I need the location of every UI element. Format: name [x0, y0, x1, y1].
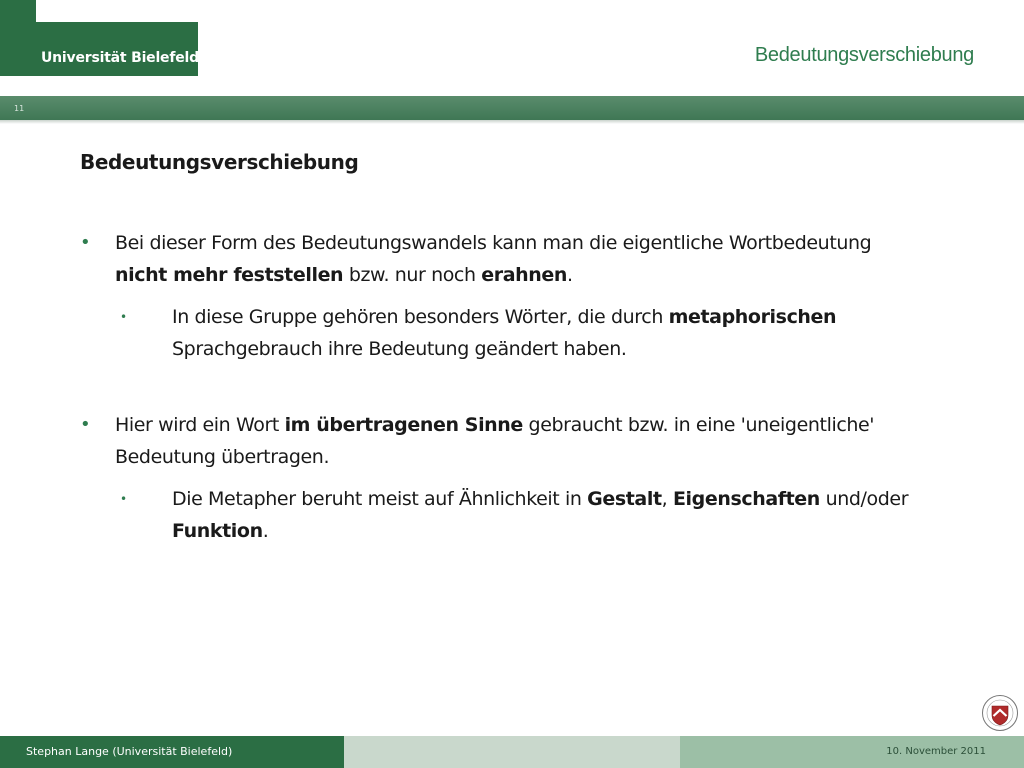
slide-number: 11 [14, 104, 25, 113]
bullet-text: Bei dieser Form des Bedeutungswandels kann man die eigentliche Wortbedeutung nicht mehr feststellen bzw. nur noch erahnen. [115, 232, 872, 286]
footer-date: 10. November 2011 [886, 746, 986, 757]
bullet-marker: • [80, 414, 91, 435]
bullet-marker: • [80, 232, 91, 253]
sub-bullet-item [80, 301, 972, 365]
sub-bullet-text: In diese Gruppe gehören besonders Wörter, die durch metaphorischen Sprachgebrauch ihre Bedeutung geändert haben. [172, 306, 837, 360]
footer-left-panel [0, 736, 344, 768]
header-bar-shadow [0, 120, 1024, 124]
logo-text: Universität Bielefeld [41, 50, 199, 66]
sub-bullet-item [80, 483, 972, 547]
university-seal-icon [981, 694, 1019, 732]
header-bar [0, 96, 1024, 120]
sub-bullet-marker: • [120, 310, 127, 324]
bullet-item [80, 409, 895, 473]
spacer [80, 365, 980, 409]
bullet-item [80, 227, 895, 291]
footer-author: Stephan Lange (Universität Bielefeld) [26, 745, 233, 758]
footer [0, 736, 1024, 768]
university-logo [0, 0, 198, 76]
bullet-text: Hier wird ein Wort im übertragenen Sinne gebraucht bzw. in eine 'uneigentliche' Bedeutung übertragen. [115, 414, 875, 468]
footer-middle-panel [344, 736, 680, 768]
slide-content [80, 150, 980, 547]
footer-right-panel [680, 736, 1024, 768]
header-title: Bedeutungsverschiebung [754, 44, 974, 66]
sub-bullet-marker: • [120, 492, 127, 506]
sub-bullet-text: Die Metapher beruht meist auf Ähnlichkeit in Gestalt, Eigenschaften und/oder Funktion. [172, 488, 909, 542]
content-title: Bedeutungsverschiebung [80, 150, 359, 174]
